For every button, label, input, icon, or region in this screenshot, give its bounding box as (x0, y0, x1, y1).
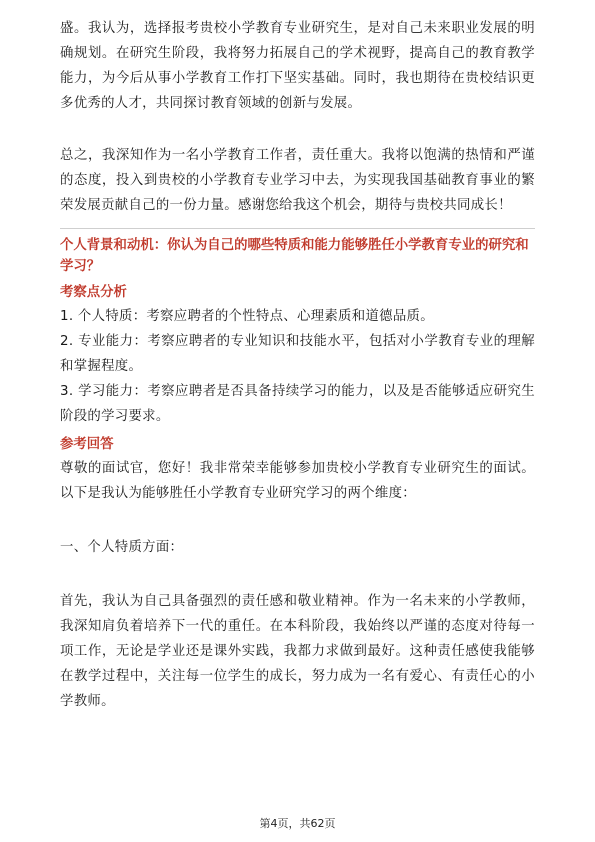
analysis-item: 3. 学习能力：考察应聘者是否具备持续学习的能力，以及是否能够适应研究生阶段的学习要求。 (60, 384, 535, 424)
analysis-item: 2. 专业能力：考察应聘者的专业知识和技能水平，包括对小学教育专业的理解和掌握程度。 (60, 334, 535, 374)
answer-intro: 尊敬的面试官，您好！我非常荣幸能够参加贵校小学教育专业研究生的面试。以下是我认为能够胜任小学教育专业研究学习的两个维度： (60, 461, 535, 501)
analysis-heading: 考察点分析 (60, 285, 127, 300)
paragraph-first: 首先，我认为自己具备强烈的责任感和敬业精神。作为一名未来的小学教师，我深知肩负着培养下一代的重任。在本科阶段，我始终以严谨的态度对待每一项工作，无论是学业还是课外实践，我都力求做到最好。这种责任感使我能够在教学过程中，关注每一位学生的成长，努力成为一名有爱心、有责任心的小学教师。 (60, 594, 535, 709)
dimension-one-heading: 一、个人特质方面： (60, 540, 184, 555)
paragraph-conclusion: 总之，我深知作为一名小学教育工作者，责任重大。我将以饱满的热情和严谨的态度，投入到贵校的小学教育专业学习中去，为实现我国基础教育事业的繁荣发展贡献自己的一份力量。感谢您给我这个机会，期待与贵校共同成长！ (60, 148, 535, 213)
page-number: 第4页，共62页 (259, 817, 336, 830)
document-page (60, 16, 535, 714)
analysis-item: 1. 个人特质：考察应聘者的个性特点、心理素质和道德品质。 (60, 309, 434, 324)
spacer (60, 116, 535, 143)
spacer (60, 560, 535, 589)
paragraph-intro-end: 盛。我认为，选择报考贵校小学教育专业研究生，是对自己未来职业发展的明确规划。在研究生阶段，我将努力拓展自己的学术视野，提高自己的教育教学能力，为今后从事小学教育工作打下坚实基础。同时，我也期待在贵校结识更多优秀的人才，共同探讨教育领域的创新与发展。 (60, 21, 535, 111)
question-heading: 个人背景和动机：你认为自己的哪些特质和能力能够胜任小学教育专业的研究和学习？ (60, 238, 529, 274)
answer-heading: 参考回答 (60, 437, 114, 452)
spacer (60, 506, 535, 535)
section-divider (60, 228, 535, 229)
analysis-list (60, 304, 535, 429)
